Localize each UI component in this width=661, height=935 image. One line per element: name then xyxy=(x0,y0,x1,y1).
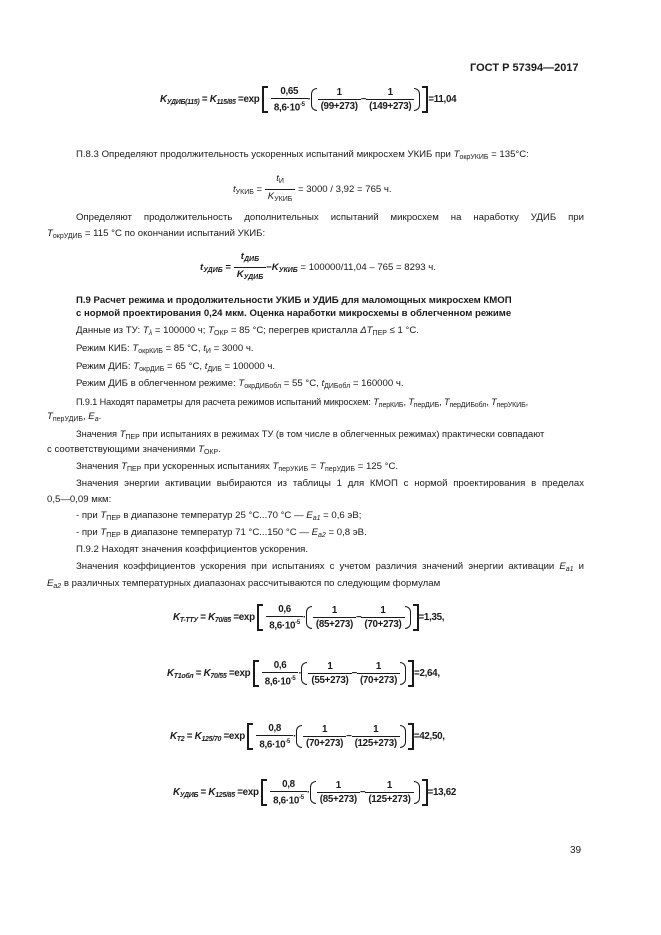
range-low: - при $T_{ПЕР}$ в диапазоне температур 25 °С...70 °С — $E_{a1} = 0,6$ эВ; xyxy=(76,510,362,522)
formula-k-udib-115: $K_{УДИБ(115)} = K_{115/85} =\exp$ $\frac{0,65}{8,6\cdot 10^{-5}}$ · $\frac{1}{(99+273)}$ − $\frac{1}{(149+273)}$ =11,04 xyxy=(160,86,457,114)
p-coef-line2: $E_{a2}$ в различных температурных диапазонах рассчитываются по следующим формулам xyxy=(47,578,441,590)
formula-k-t-ttu: $K_{T-TTУ} = K_{70/85} =\exp$ $\frac{0,6}{8,6\cdot 10^{-5}}$ · $\frac{1}{(85+273)}$ − $\frac{1}{(70+273)}$ =1,35, xyxy=(173,604,445,632)
formula-t-ukib: $t_{УКИБ}$ = $t_И$ $K_{УКИБ}$ = 3000 / 3,92 = 765 ч. xyxy=(233,173,392,203)
p-udib-line1: Определяют продолжительность дополнительных испытаний микросхем на наработку УДИБ при xyxy=(76,212,584,223)
p-ea-line2: 0,5—0,09 мкм: xyxy=(47,494,112,505)
p-tper-line2: с соответствующими значениями $T_{ОКР}$. xyxy=(47,444,221,456)
p-coef-line1: Значения коэффициентов ускорения при испытаниях с учетом различия значений энергии активации $E_{a1}$ и xyxy=(76,561,584,573)
formula-t-udib: $t_{УДИБ}$ = $t_{ДИБ}$ $K_{УДИБ}$ $-K_{УКИБ} = 100000/11,04 - 765 = 8293$ ч. xyxy=(200,251,436,281)
p-9-1-line2: $T_{перУДИБ}$, $E_a$. xyxy=(47,411,102,423)
mode-dib: Режим ДИБ: $T_{окрДИБ} = 65$ °С, $t_{ДИБ} = 100000$ ч. xyxy=(76,361,276,373)
section-p9-title-line1: П.9 Расчет режима и продолжительности УКИБ и УДИБ для маломощных микросхем КМОП xyxy=(76,295,512,306)
formula-k-t2: $K_{T2} = K_{125/70} =\exp$ $\frac{0,8}{8,6\cdot 10^{-5}}$ · $\frac{1}{(70+273)}$ − $\frac{1}{(125+273)}$ =42,50, xyxy=(170,723,445,751)
formula-k-t1obl: $K_{T1обл} = K_{70/55} =\exp$ $\frac{0,6}{8,6\cdot 10^{-5}}$ · $\frac{1}{(55+273)}$ − $\frac{1}{(70+273)}$ =2,64, xyxy=(167,660,440,688)
p-9-1-line1: П.9.1 Находят параметры для расчета режимов испытаний микросхем: $T_{перКИБ}$, $T_{перДИБ}$, $T_{перДИБобл}$, $T_{перУКИБ}$, xyxy=(76,397,528,409)
formula-k-udib: $K_{УДИБ} = K_{125/85} =\exp$ $\frac{0,8}{8,6\cdot 10^{-5}}$ · $\frac{1}{(85+273)}$ − $\frac{1}{(125+273)}$ =13,62 xyxy=(173,779,456,807)
mode-kib: Режим КИБ: $T_{окрКИБ} = 85$ °С, $t_И = 3000$ ч. xyxy=(76,343,254,355)
document-header: ГОСТ Р 57394—2017 xyxy=(470,62,579,74)
data-from-tu: Данные из ТУ: $T_\lambda = 100000$ ч; $T_{ОКР} = 85$ °С; перегрев кристалла $\Delta T_{ПЕР} \le 1$ °С. xyxy=(76,325,419,337)
p-udib-line2: $T_{окрУДИБ} = 115$ °С по окончании испытаний УКИБ: xyxy=(47,228,266,240)
range-high: - при $T_{ПЕР}$ в диапазоне температур 71 °С...150 °С — $E_{a2} = 0,8$ эВ. xyxy=(76,527,367,539)
section-p9-title-line2: с нормой проектирования 0,24 мкм. Оценка наработки микросхемы в облегченном режиме xyxy=(76,308,512,319)
mode-dib-obl: Режим ДИБ в облегченном режиме: $T_{окрДИБобл} = 55$ °С, $t_{ДИБобл} = 160000$ ч. xyxy=(76,378,404,390)
p-9-2: П.9.2 Находят значения коэффициентов ускорения. xyxy=(76,544,309,555)
p-tper-line1: Значения $T_{ПЕР}$ при испытаниях в режимах ТУ (в том числе в облегченных режимах) практически совпадают xyxy=(76,429,545,441)
p-ea-line1: Значения энергии активации выбираются из таблицы 1 для КМОП с нормой проектирования в пределах xyxy=(76,478,584,489)
p-8-3: П.8.3 Определяют продолжительность ускоренных испытаний микросхем УКИБ при $T_{окрУКИБ} = 135^\circ C$: xyxy=(76,149,529,161)
page-number: 39 xyxy=(570,845,582,856)
p-tper-accelerated: Значения $T_{ПЕР}$ при ускоренных испытаниях $T_{перУКИБ} = T_{перУДИБ} = 125$ °С. xyxy=(76,461,399,473)
